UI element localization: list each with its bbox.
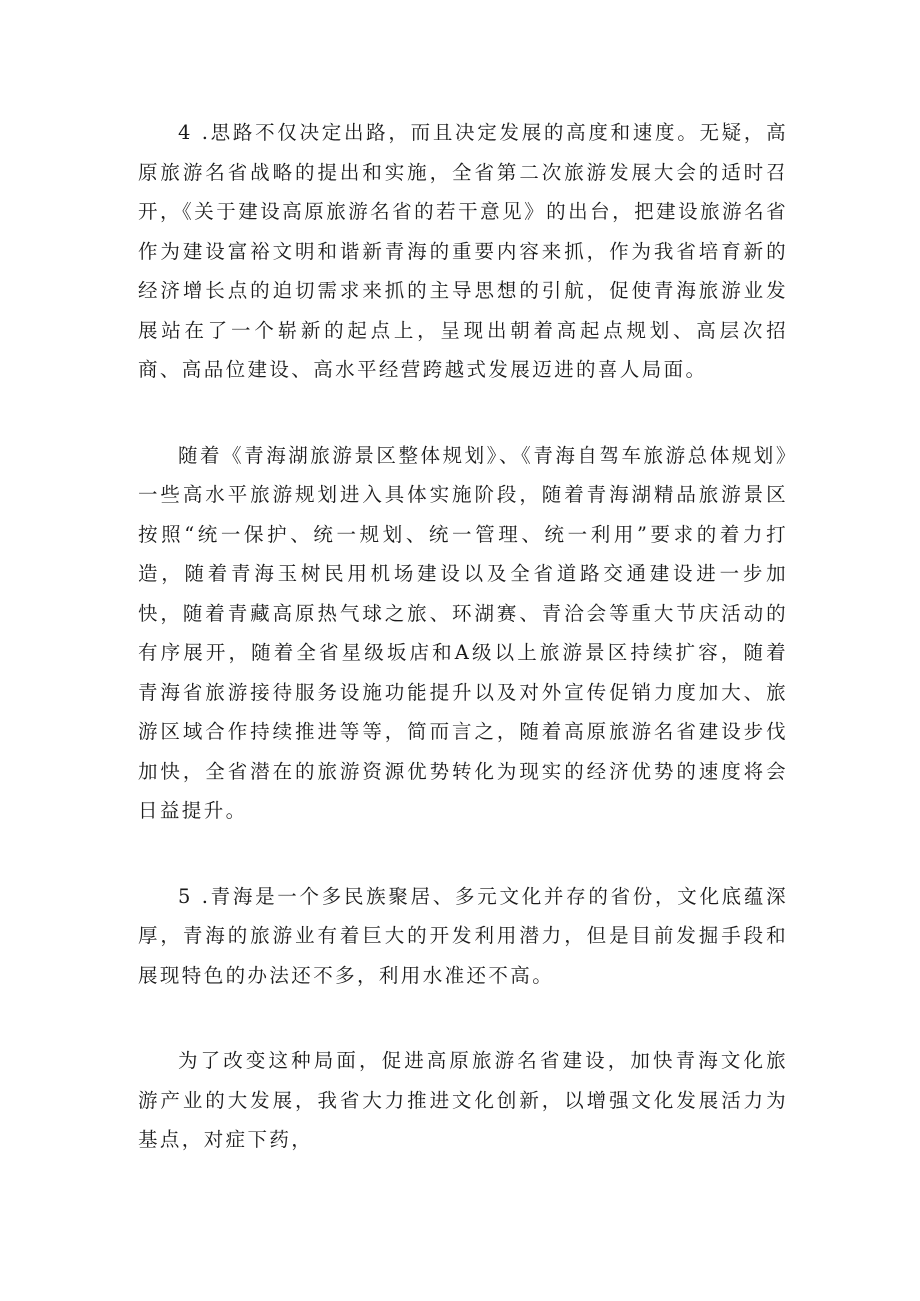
- paragraph-2: 随着《青海湖旅游景区整体规划》、《青海自驾车旅游总体规划》一些高水平旅游规划进入具体实施阶段，随着青海湖精品旅游景区按照“统一保护、统一规划、统一管理、统一利用”要求的着力打造，随着青海玉树民用机场建设以及全省道路交通建设进一步加快，随着青藏高原热气球之旅、环湖赛、青洽会等重大节庆活动的有序展开，随着全省星级坂店和A级以上旅游景区持续扩容，随着青海省旅游接待服务设施功能提升以及对外宣传促销力度加大、旅游区域合作持续推进等等，简而言之，随着高原旅游名省建设步伐加快，全省潜在的旅游资源优势转化为现实的经济优势的速度将会日益提升。: [138, 443, 788, 822]
- paragraph-3: 5 .青海是一个多民族聚居、多元文化并存的省份，文化底蕴深厚，青海的旅游业有着巨大的开发利用潜力，但是目前发掘手段和展现特色的办法还不多，利用水准还不高。: [138, 884, 788, 987]
- paragraph-4: 为了改变这种局面，促进高原旅游名省建设，加快青海文化旅游产业的大发展，我省大力推进文化创新，以增强文化发展活力为基点，对症下药，: [138, 1049, 788, 1151]
- document-page: [138, 113, 788, 1160]
- paragraph-1: 4 .思路不仅决定出路，而且决定发展的高度和速度。无疑，高原旅游名省战略的提出和实施，全省第二次旅游发展大会的适时召开，《关于建设高原旅游名省的若干意见》的出台，把建设旅游名省作为建设富裕文明和谐新青海的重要内容来抓，作为我省培育新的经济增长点的迫切需求来抓的主导思想的引航，促使青海旅游业发展站在了一个崭新的起点上，呈现出朝着高起点规划、高层次招商、高品位建设、高水平经营跨越式发展迈进的喜人局面。: [138, 121, 788, 381]
